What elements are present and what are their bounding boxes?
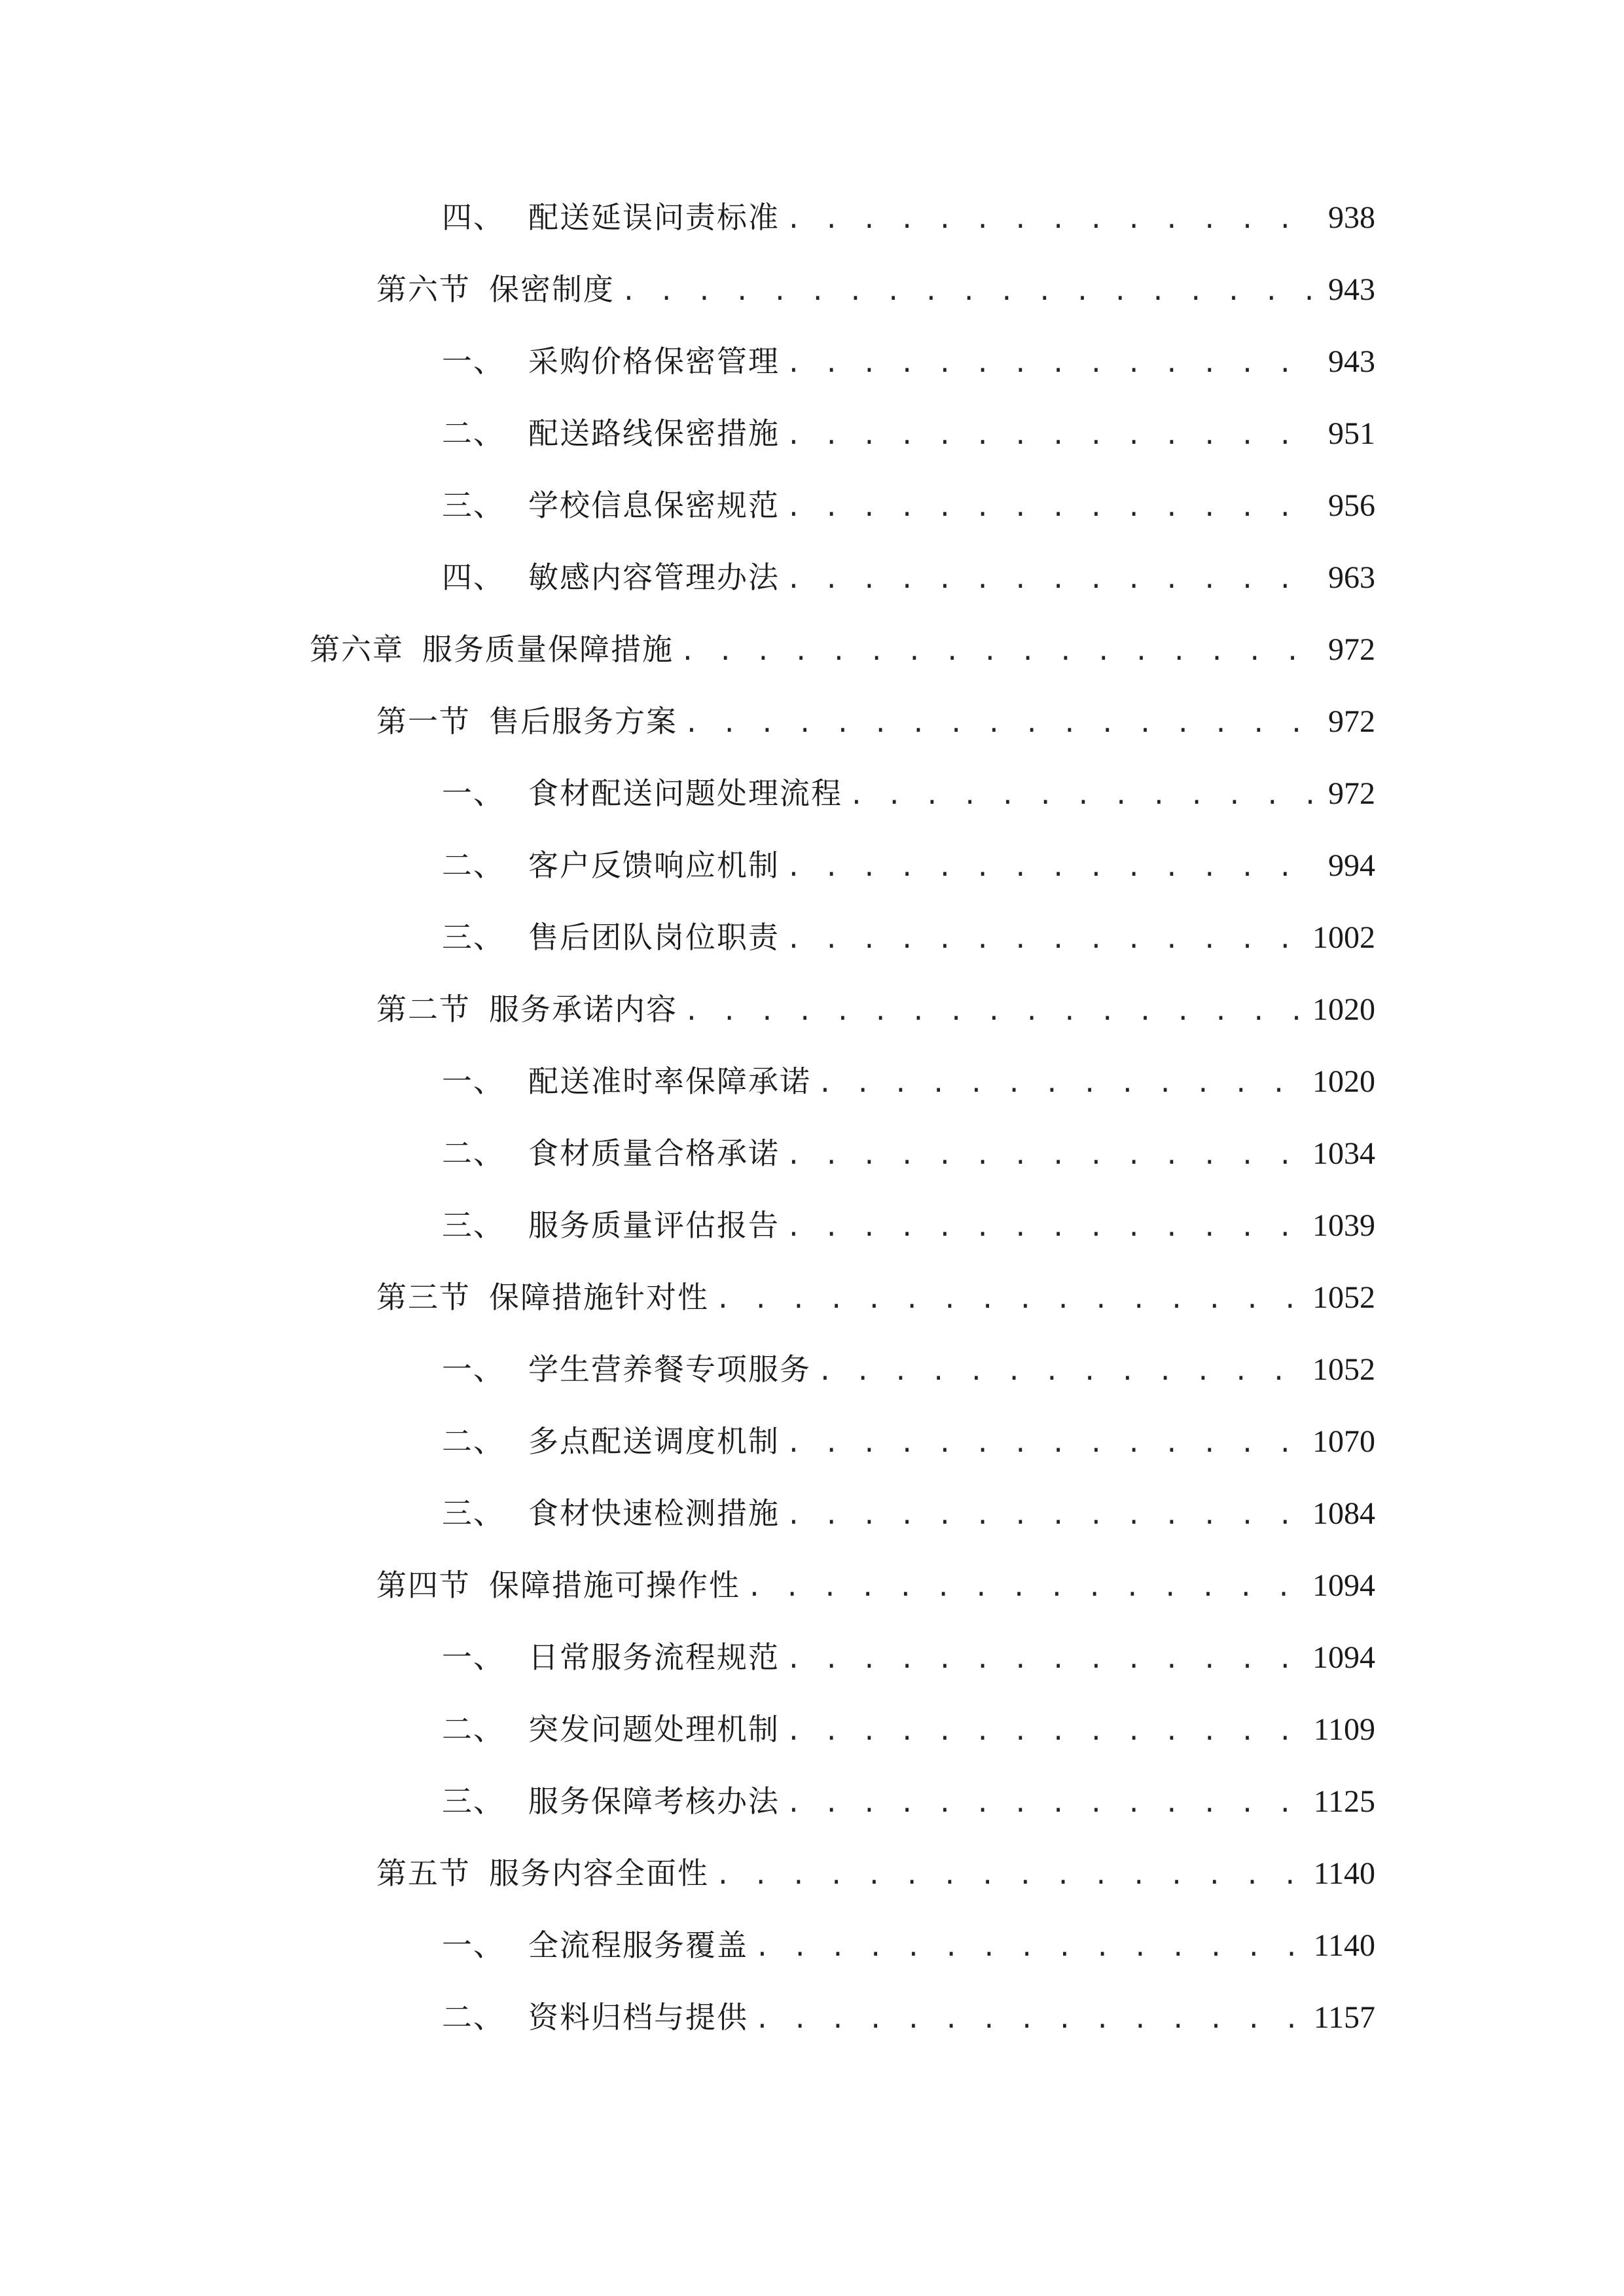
toc-page-number: 1020 — [1312, 992, 1375, 1027]
toc-entry-number: 三、 — [442, 1208, 505, 1243]
toc-entry-title: 保障措施针对性 — [489, 1280, 709, 1315]
toc-entry-number: 第四节 — [376, 1568, 471, 1603]
toc-entry-number: 一、 — [442, 1928, 505, 1963]
toc-entry-title: 服务质量评估报告 — [528, 1208, 780, 1243]
toc-entry-number: 三、 — [442, 488, 505, 523]
toc-entry-item[interactable] — [0, 1703, 1624, 1775]
toc-entry-title: 全流程服务覆盖 — [528, 1928, 748, 1963]
toc-entry-title: 食材配送问题处理流程 — [528, 776, 842, 811]
toc-dot-leader — [849, 769, 1320, 821]
toc-dot-leader — [786, 841, 1320, 893]
toc-entry-title: 保障措施可操作性 — [489, 1568, 740, 1603]
toc-dot-leader — [755, 1921, 1306, 1973]
toc-entry-title: 采购价格保密管理 — [528, 344, 780, 379]
toc-page-number: 972 — [1328, 632, 1375, 667]
table-of-contents — [0, 191, 1624, 2063]
toc-dot-leader — [786, 1705, 1306, 1757]
toc-dot-leader — [786, 1129, 1305, 1181]
toc-page-number: 1109 — [1313, 1712, 1375, 1747]
toc-page-number: 1140 — [1313, 1928, 1375, 1963]
toc-dot-leader — [621, 265, 1320, 317]
toc-dot-leader — [786, 1489, 1305, 1541]
toc-dot-leader — [786, 913, 1305, 965]
toc-entry-number: 二、 — [442, 848, 505, 883]
toc-entry-chapter[interactable] — [0, 623, 1624, 695]
toc-entry-title: 食材质量合格承诺 — [528, 1136, 780, 1171]
toc-entry-title: 服务质量保障措施 — [422, 632, 674, 667]
toc-dot-leader — [786, 1201, 1305, 1253]
toc-page-number: 1094 — [1312, 1568, 1375, 1603]
toc-dot-leader — [786, 553, 1320, 605]
toc-dot-leader — [680, 625, 1320, 677]
toc-entry-title: 客户反馈响应机制 — [528, 848, 780, 883]
toc-entry-number: 第二节 — [376, 992, 471, 1027]
toc-entry-number: 四、 — [442, 560, 505, 595]
toc-entry-number: 三、 — [442, 920, 505, 955]
toc-page-number: 994 — [1328, 848, 1375, 883]
toc-dot-leader — [818, 1345, 1305, 1397]
toc-entry-item[interactable] — [0, 1127, 1624, 1199]
toc-entry-item[interactable] — [0, 1775, 1624, 1847]
toc-page-number: 1052 — [1312, 1352, 1375, 1387]
toc-page-number: 1125 — [1313, 1784, 1375, 1819]
toc-dot-leader — [786, 409, 1320, 461]
toc-entry-number: 一、 — [442, 1352, 505, 1387]
toc-dot-leader — [818, 1057, 1305, 1109]
toc-entry-number: 一、 — [442, 1640, 505, 1675]
toc-entry-title: 保密制度 — [489, 272, 615, 307]
toc-entry-number: 第一节 — [376, 704, 471, 739]
toc-entry-item[interactable] — [0, 1343, 1624, 1415]
toc-page-number: 963 — [1328, 560, 1375, 595]
toc-entry-title: 配送路线保密措施 — [528, 416, 780, 451]
toc-entry-item[interactable] — [0, 1631, 1624, 1703]
toc-entry-title: 资料归档与提供 — [528, 2000, 748, 2035]
toc-dot-leader — [786, 1417, 1305, 1469]
toc-entry-item[interactable] — [0, 479, 1624, 551]
toc-entry-title: 配送延误问责标准 — [528, 200, 780, 235]
toc-page-number: 943 — [1328, 344, 1375, 379]
toc-entry-title: 售后团队岗位职责 — [528, 920, 780, 955]
toc-page-number: 951 — [1328, 416, 1375, 451]
toc-entry-section[interactable] — [0, 695, 1624, 767]
toc-entry-number: 二、 — [442, 1712, 505, 1747]
toc-entry-number: 二、 — [442, 2000, 505, 2035]
toc-entry-title: 食材快速检测措施 — [528, 1496, 780, 1531]
toc-entry-number: 第六章 — [310, 632, 404, 667]
toc-entry-number: 第五节 — [376, 1856, 471, 1891]
toc-page-number: 1052 — [1312, 1280, 1375, 1315]
toc-page-number: 1070 — [1312, 1424, 1375, 1459]
toc-entry-title: 配送准时率保障承诺 — [528, 1064, 811, 1099]
toc-entry-number: 第六节 — [376, 272, 471, 307]
toc-entry-title: 学校信息保密规范 — [528, 488, 780, 523]
toc-dot-leader — [786, 1777, 1306, 1829]
toc-page-number: 1034 — [1312, 1136, 1375, 1171]
toc-page-number: 938 — [1328, 200, 1375, 235]
toc-entry-section[interactable] — [0, 1847, 1624, 1919]
toc-entry-number: 一、 — [442, 344, 505, 379]
toc-entry-number: 一、 — [442, 776, 505, 811]
toc-page-number: 1084 — [1312, 1496, 1375, 1531]
toc-entry-item[interactable] — [0, 767, 1624, 839]
toc-entry-section[interactable] — [0, 983, 1624, 1055]
toc-entry-number: 三、 — [442, 1496, 505, 1531]
toc-page-number: 956 — [1328, 488, 1375, 523]
toc-dot-leader — [786, 1633, 1305, 1685]
toc-page-number: 943 — [1328, 272, 1375, 307]
toc-entry-section[interactable] — [0, 1559, 1624, 1631]
toc-entry-number: 一、 — [442, 1064, 505, 1099]
toc-entry-number: 二、 — [442, 1136, 505, 1171]
toc-page-number: 972 — [1328, 776, 1375, 811]
toc-entry-title: 突发问题处理机制 — [528, 1712, 780, 1747]
toc-entry-title: 售后服务方案 — [489, 704, 677, 739]
toc-entry-section[interactable] — [0, 263, 1624, 335]
toc-entry-item[interactable] — [0, 191, 1624, 263]
toc-dot-leader — [786, 193, 1320, 245]
toc-entry-title: 敏感内容管理办法 — [528, 560, 780, 595]
toc-entry-title: 服务内容全面性 — [489, 1856, 709, 1891]
toc-dot-leader — [715, 1849, 1306, 1901]
toc-entry-number: 二、 — [442, 416, 505, 451]
toc-entry-item[interactable] — [0, 1415, 1624, 1487]
toc-entry-title: 学生营养餐专项服务 — [528, 1352, 811, 1387]
toc-entry-item[interactable] — [0, 1487, 1624, 1559]
toc-entry-item[interactable] — [0, 1919, 1624, 1991]
toc-entry-number: 四、 — [442, 200, 505, 235]
toc-page-number: 1020 — [1312, 1064, 1375, 1099]
toc-entry-number: 三、 — [442, 1784, 505, 1819]
toc-entry-item[interactable] — [0, 911, 1624, 983]
toc-entry-number: 第三节 — [376, 1280, 471, 1315]
toc-dot-leader — [755, 1993, 1306, 2045]
toc-entry-title: 多点配送调度机制 — [528, 1424, 780, 1459]
toc-entry-item[interactable] — [0, 839, 1624, 911]
toc-page-number: 1002 — [1312, 920, 1375, 955]
toc-page-number: 1140 — [1313, 1856, 1375, 1891]
toc-dot-leader — [786, 481, 1320, 533]
toc-entry-title: 服务保障考核办法 — [528, 1784, 780, 1819]
toc-page-number: 1157 — [1313, 2000, 1375, 2035]
toc-entry-section[interactable] — [0, 1271, 1624, 1343]
toc-page-number: 972 — [1328, 704, 1375, 739]
toc-dot-leader — [684, 697, 1320, 749]
toc-entry-item[interactable] — [0, 1055, 1624, 1127]
toc-entry-item[interactable] — [0, 1199, 1624, 1271]
toc-entry-item[interactable] — [0, 335, 1624, 407]
toc-entry-number: 二、 — [442, 1424, 505, 1459]
toc-entry-title: 服务承诺内容 — [489, 992, 677, 1027]
toc-entry-item[interactable] — [0, 407, 1624, 479]
toc-dot-leader — [747, 1561, 1305, 1613]
toc-page-number: 1094 — [1312, 1640, 1375, 1675]
toc-dot-leader — [786, 337, 1320, 389]
toc-dot-leader — [684, 985, 1305, 1037]
toc-page-number: 1039 — [1312, 1208, 1375, 1243]
toc-entry-item[interactable] — [0, 551, 1624, 623]
toc-dot-leader — [715, 1273, 1305, 1325]
toc-entry-item[interactable] — [0, 1991, 1624, 2063]
toc-entry-title: 日常服务流程规范 — [528, 1640, 780, 1675]
